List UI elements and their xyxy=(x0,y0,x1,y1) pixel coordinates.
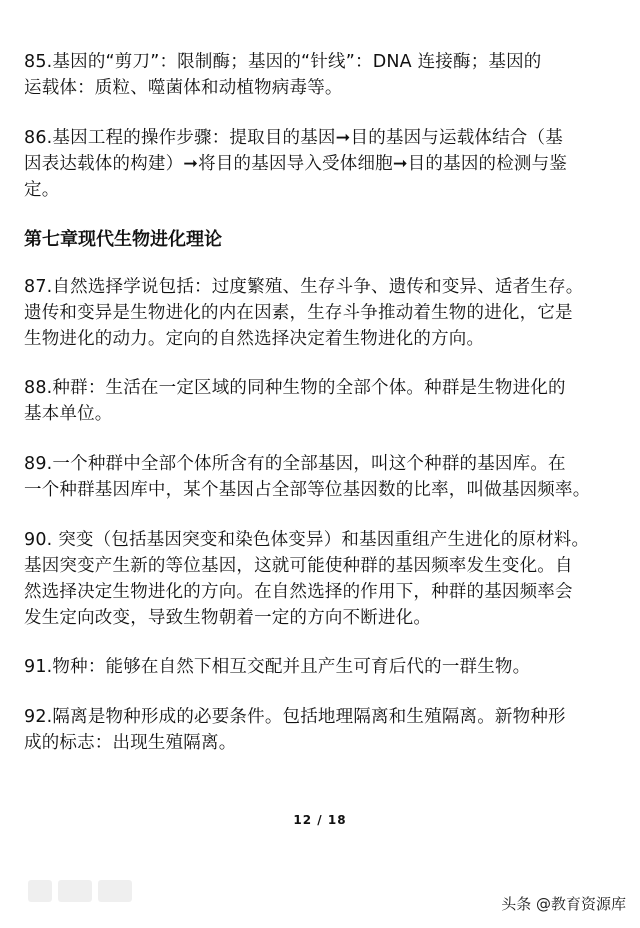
text-line: 91.物种：能够在自然下相互交配并且产生可育后代的一群生物。 xyxy=(24,657,531,677)
paragraph-91 xyxy=(24,654,620,680)
page-number: 12 / 18 xyxy=(293,813,347,827)
paragraph-85 xyxy=(24,49,620,101)
text-line: 发生定向改变，导致生物朝着一定的方向不断进化。 xyxy=(24,608,432,628)
text-line: 一个种群基因库中，某个基因占全部等位基因数的比率，叫做基因频率。 xyxy=(24,480,591,500)
text-line: 然选择决定生物进化的方向。在自然选择的作用下，种群的基因频率会 xyxy=(24,582,573,602)
text-line: 运载体：质粒、噬菌体和动植物病毒等。 xyxy=(24,78,343,98)
text-line: 成的标志：出现生殖隔离。 xyxy=(24,733,237,753)
text-line: 87.自然选择学说包括：过度繁殖、生存斗争、遗传和变异、适者生存。 xyxy=(24,277,584,297)
paragraph-92 xyxy=(24,704,620,756)
text-line: 88.种群：生活在一定区域的同种生物的全部个体。种群是生物进化的 xyxy=(24,378,566,398)
text-line: 86.基因工程的操作步骤：提取目的基因➞目的基因与运载体结合（基 xyxy=(24,128,563,148)
faint-watermark-logo xyxy=(26,876,136,906)
text-line: 基本单位。 xyxy=(24,404,113,424)
paragraph-88 xyxy=(24,375,620,427)
chapter-heading: 第七章现代生物进化理论 xyxy=(24,229,222,250)
text-line: 遗传和变异是生物进化的内在因素，生存斗争推动着生物的进化，它是 xyxy=(24,303,573,323)
text-line: 90. 突变（包括基因突变和染色体变异）和基因重组产生进化的原材料。 xyxy=(24,530,590,550)
paragraph-86 xyxy=(24,125,620,203)
text-line: 定。 xyxy=(24,180,60,200)
text-line: 89.一个种群中全部个体所含有的全部基因，叫这个种群的基因库。在 xyxy=(24,454,566,474)
paragraph-90 xyxy=(24,527,620,631)
text-line: 因表达载体的构建）➞将目的基因导入受体细胞➞目的基因的检测与鉴 xyxy=(24,154,568,174)
paragraph-87 xyxy=(24,274,620,352)
watermark-credit: 头条 @教育资源库 xyxy=(501,895,626,913)
paragraph-89 xyxy=(24,451,620,503)
text-line: 85.基因的“剪刀”：限制酶；基因的“针线”：DNA 连接酶；基因的 xyxy=(24,52,542,72)
text-line: 92.隔离是物种形成的必要条件。包括地理隔离和生殖隔离。新物种形 xyxy=(24,707,566,727)
text-line: 基因突变产生新的等位基因，这就可能使种群的基因频率发生变化。自 xyxy=(24,556,573,576)
text-line: 生物进化的动力。定向的自然选择决定着生物进化的方向。 xyxy=(24,329,485,349)
